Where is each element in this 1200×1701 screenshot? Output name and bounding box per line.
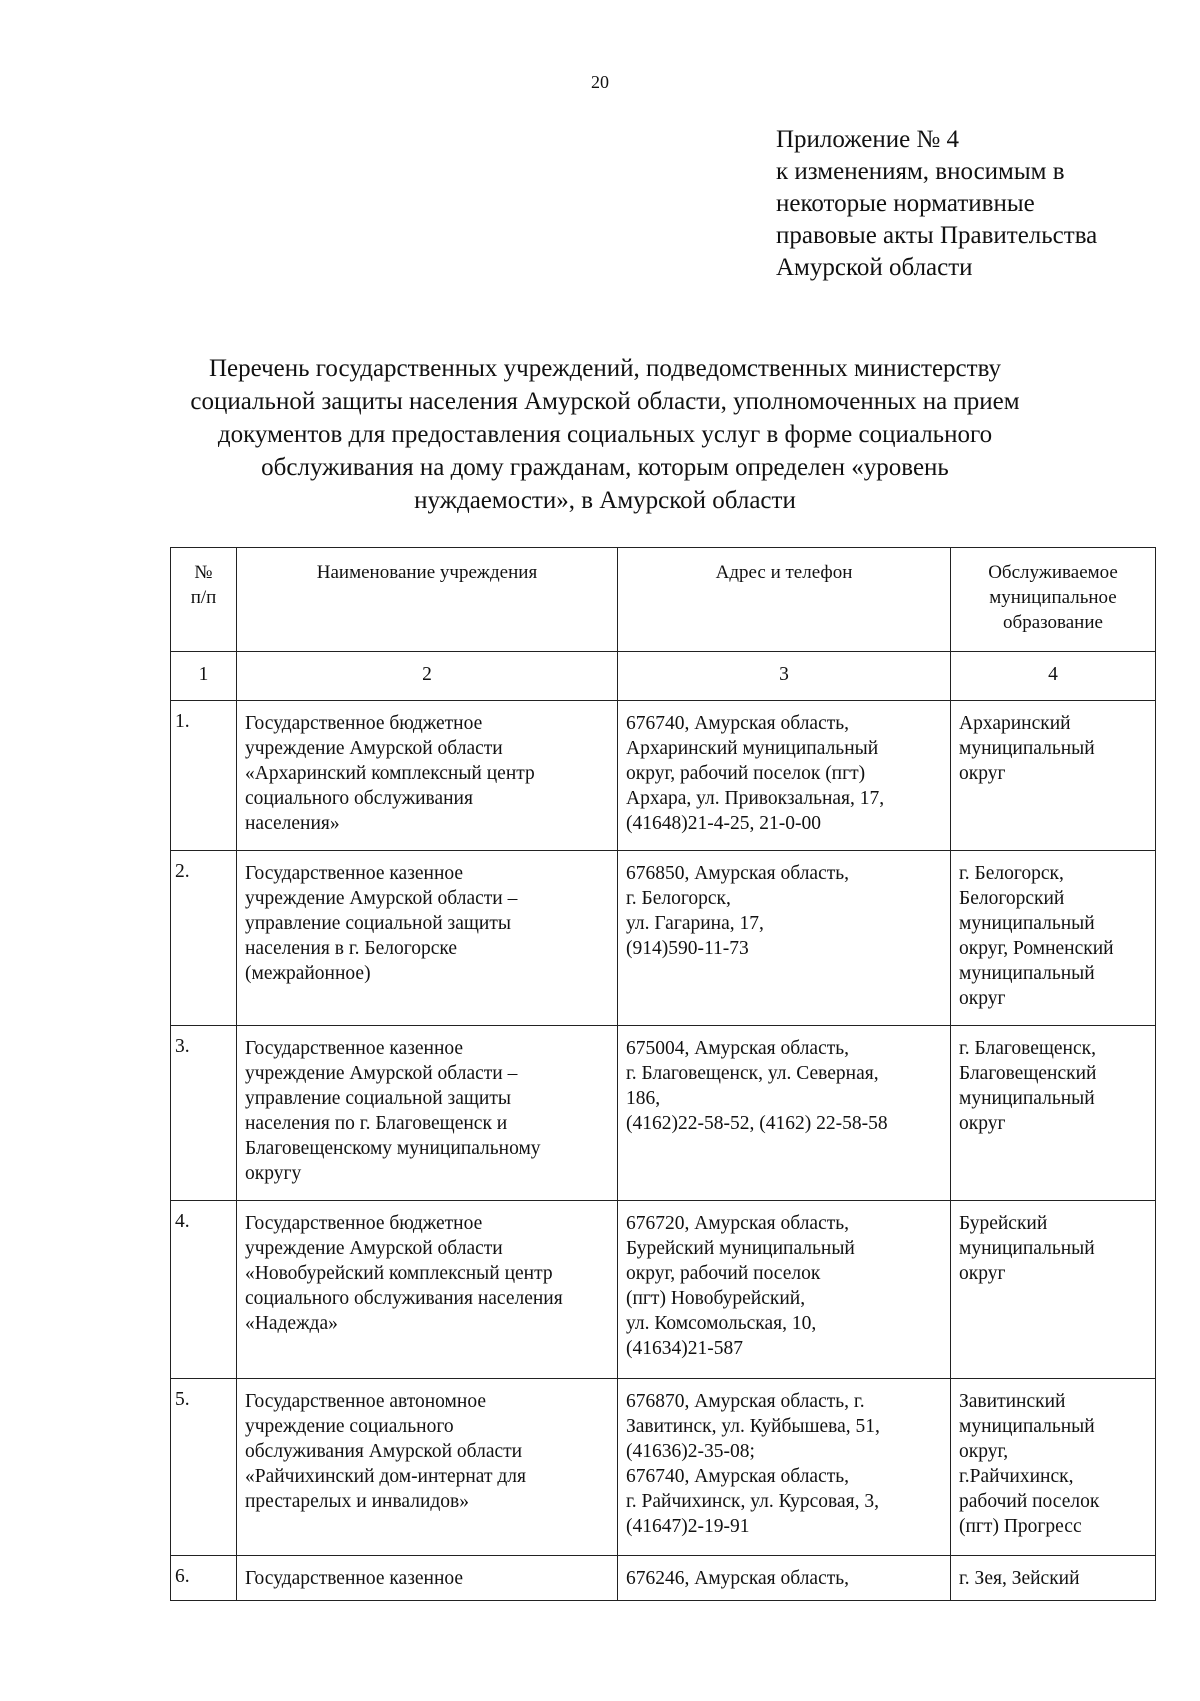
table-row <box>171 851 1156 1026</box>
cell-line: учреждение Амурской области <box>245 1238 503 1259</box>
cell-line: управление социальной защиты <box>245 913 511 934</box>
header-address <box>618 548 951 652</box>
cell-line: 676720, Амурская область, <box>626 1213 850 1234</box>
page-number: 20 <box>591 72 609 92</box>
cell-line: 186, <box>626 1088 661 1109</box>
cell-line: округ <box>959 988 1006 1009</box>
header-name <box>237 548 618 652</box>
cell-line: (41647)2-19-91 <box>626 1516 750 1537</box>
header-line: Наименование учреждения <box>316 562 538 583</box>
header-line: п/п <box>190 587 217 608</box>
cell-line: Завитинский <box>959 1391 1066 1412</box>
cell-line: (914)590-11-73 <box>626 938 749 959</box>
cell-line: муниципальный <box>959 913 1095 934</box>
cell-line: муниципальный <box>959 1088 1095 1109</box>
cell-line: 676246, Амурская область, <box>626 1568 850 1589</box>
table-row <box>171 1556 1156 1601</box>
cell-line: (41648)21-4-25, 21-0-00 <box>626 813 821 834</box>
cell-line: Государственное казенное <box>245 863 464 884</box>
cell-line: населения по г. Благовещенск и <box>245 1113 508 1134</box>
title-line: социальной защиты населения Амурской области, уполномоченных на прием <box>190 388 1020 415</box>
cell-line: округ <box>959 1263 1006 1284</box>
cell-name <box>237 1379 618 1556</box>
cell-line: учреждение социального <box>245 1416 454 1437</box>
cell-line: населения» <box>245 813 340 834</box>
column-number: 4 <box>951 652 1156 701</box>
header-line: Адрес и телефон <box>715 562 853 583</box>
cell-line: г. Белогорск, <box>626 888 731 909</box>
cell-line: Государственное автономное <box>245 1391 486 1412</box>
cell-line: Благовещенский <box>959 1063 1097 1084</box>
cell-area <box>951 1556 1156 1601</box>
appendix-line: Приложение № 4 <box>776 126 960 153</box>
cell-line: (межрайонное) <box>245 963 371 984</box>
table-row <box>171 1379 1156 1556</box>
table-header-row <box>171 548 1156 652</box>
row-number: 5. <box>171 1379 237 1556</box>
row-number: 6. <box>171 1556 237 1601</box>
appendix-line: к изменениям, вносимым в <box>776 158 1065 185</box>
cell-line: (41634)21-587 <box>626 1338 743 1359</box>
cell-line: «Райчихинский дом-интернат для <box>245 1466 526 1487</box>
cell-line: социального обслуживания населения <box>245 1288 563 1309</box>
cell-line: социального обслуживания <box>245 788 473 809</box>
cell-line: г. Благовещенск, <box>959 1038 1096 1059</box>
cell-line: округ <box>959 1113 1006 1134</box>
cell-line: Бурейский муниципальный <box>626 1238 855 1259</box>
cell-line: престарелых и инвалидов» <box>245 1491 470 1512</box>
cell-address <box>618 1379 951 1556</box>
cell-line: «Архаринский комплексный центр <box>245 763 535 784</box>
cell-line: Государственное казенное <box>245 1038 464 1059</box>
appendix-line: правовые акты Правительства <box>776 222 1098 249</box>
table-row <box>171 701 1156 851</box>
cell-line: (4162)22-58-52, (4162) 22-58-58 <box>626 1113 888 1134</box>
cell-line: населения в г. Белогорске <box>245 938 458 959</box>
cell-line: учреждение Амурской области – <box>245 1063 518 1084</box>
cell-line: муниципальный <box>959 1416 1095 1437</box>
cell-line: Архаринский муниципальный <box>626 738 879 759</box>
header-line: муниципальное <box>989 587 1117 608</box>
cell-line: округ, рабочий поселок <box>626 1263 821 1284</box>
header-line: образование <box>1003 612 1103 633</box>
cell-address <box>618 851 951 1026</box>
cell-line: ул. Комсомольская, 10, <box>626 1313 817 1334</box>
cell-line: Государственное казенное <box>245 1568 464 1589</box>
cell-name <box>237 1026 618 1201</box>
appendix-line: Амурской области <box>776 254 973 281</box>
table-row <box>171 1201 1156 1379</box>
cell-address <box>618 701 951 851</box>
cell-line: (пгт) Новобурейский, <box>626 1288 806 1309</box>
cell-line: г. Благовещенск, ул. Северная, <box>626 1063 879 1084</box>
cell-line: Белогорский <box>959 888 1065 909</box>
cell-name <box>237 1201 618 1379</box>
cell-line: округ, рабочий поселок (пгт) <box>626 763 866 784</box>
cell-line: 676740, Амурская область, <box>626 1466 850 1487</box>
cell-line: округу <box>245 1163 302 1184</box>
table-row <box>171 1026 1156 1201</box>
cell-line: г. Белогорск, <box>959 863 1064 884</box>
cell-address <box>618 1556 951 1601</box>
cell-line: 676850, Амурская область, <box>626 863 850 884</box>
row-number: 3. <box>171 1026 237 1201</box>
cell-line: г.Райчихинск, <box>959 1466 1074 1487</box>
cell-line: округ, Ромненский <box>959 938 1114 959</box>
cell-line: Завитинск, ул. Куйбышева, 51, <box>626 1416 880 1437</box>
cell-name <box>237 851 618 1026</box>
cell-line: Государственное бюджетное <box>245 713 483 734</box>
cell-line: управление социальной защиты <box>245 1088 511 1109</box>
cell-line: муниципальный <box>959 738 1095 759</box>
cell-area <box>951 701 1156 851</box>
cell-line: муниципальный <box>959 963 1095 984</box>
cell-line: 676740, Амурская область, <box>626 713 850 734</box>
cell-line: Архара, ул. Привокзальная, 17, <box>626 788 885 809</box>
cell-line: 675004, Амурская область, <box>626 1038 850 1059</box>
header-area <box>951 548 1156 652</box>
cell-line: учреждение Амурской области <box>245 738 503 759</box>
cell-line: муниципальный <box>959 1238 1095 1259</box>
cell-line: г. Зея, Зейский <box>959 1568 1080 1589</box>
header-line: № <box>194 562 213 583</box>
table-body <box>171 652 1156 1601</box>
cell-line: Архаринский <box>959 713 1071 734</box>
cell-line: 676870, Амурская область, г. <box>626 1391 865 1412</box>
column-number: 2 <box>237 652 618 701</box>
cell-line: обслуживания Амурской области <box>245 1441 523 1462</box>
cell-line: Благовещенскому муниципальному <box>245 1138 541 1159</box>
appendix-line: некоторые нормативные <box>776 190 1035 217</box>
header-num <box>171 548 237 652</box>
title-line: документов для предоставления социальных услуг в форме социального <box>217 421 993 448</box>
cell-name <box>237 1556 618 1601</box>
cell-line: (41636)2-35-08; <box>626 1441 755 1462</box>
column-numbers-row <box>171 652 1156 701</box>
title-line: обслуживания на дому гражданам, которым определен «уровень <box>261 454 949 481</box>
title-line: Перечень государственных учреждений, подведомственных министерству <box>208 355 1002 382</box>
row-number: 4. <box>171 1201 237 1379</box>
row-number: 1. <box>171 701 237 851</box>
cell-line: округ <box>959 763 1006 784</box>
cell-line: (пгт) Прогресс <box>959 1516 1082 1537</box>
cell-area <box>951 851 1156 1026</box>
column-number: 1 <box>171 652 237 701</box>
institutions-table <box>170 547 1156 1601</box>
cell-line: Государственное бюджетное <box>245 1213 483 1234</box>
title-line: нуждаемости», в Амурской области <box>414 487 796 514</box>
cell-line: учреждение Амурской области – <box>245 888 518 909</box>
header-line: Обслуживаемое <box>988 562 1118 583</box>
column-number: 3 <box>618 652 951 701</box>
cell-line: Бурейский <box>959 1213 1048 1234</box>
cell-line: округ, <box>959 1441 1009 1462</box>
cell-line: г. Райчихинск, ул. Курсовая, 3, <box>626 1491 879 1512</box>
row-number: 2. <box>171 851 237 1026</box>
cell-line: «Новобурейский комплексный центр <box>245 1263 553 1284</box>
cell-address <box>618 1201 951 1379</box>
cell-address <box>618 1026 951 1201</box>
cell-area <box>951 1201 1156 1379</box>
cell-area <box>951 1379 1156 1556</box>
cell-line: ул. Гагарина, 17, <box>626 913 764 934</box>
cell-line: рабочий поселок <box>959 1491 1100 1512</box>
cell-line: «Надежда» <box>245 1313 338 1334</box>
document-title <box>150 352 1060 517</box>
cell-area <box>951 1026 1156 1201</box>
cell-name <box>237 701 618 851</box>
appendix-note <box>776 124 1097 284</box>
